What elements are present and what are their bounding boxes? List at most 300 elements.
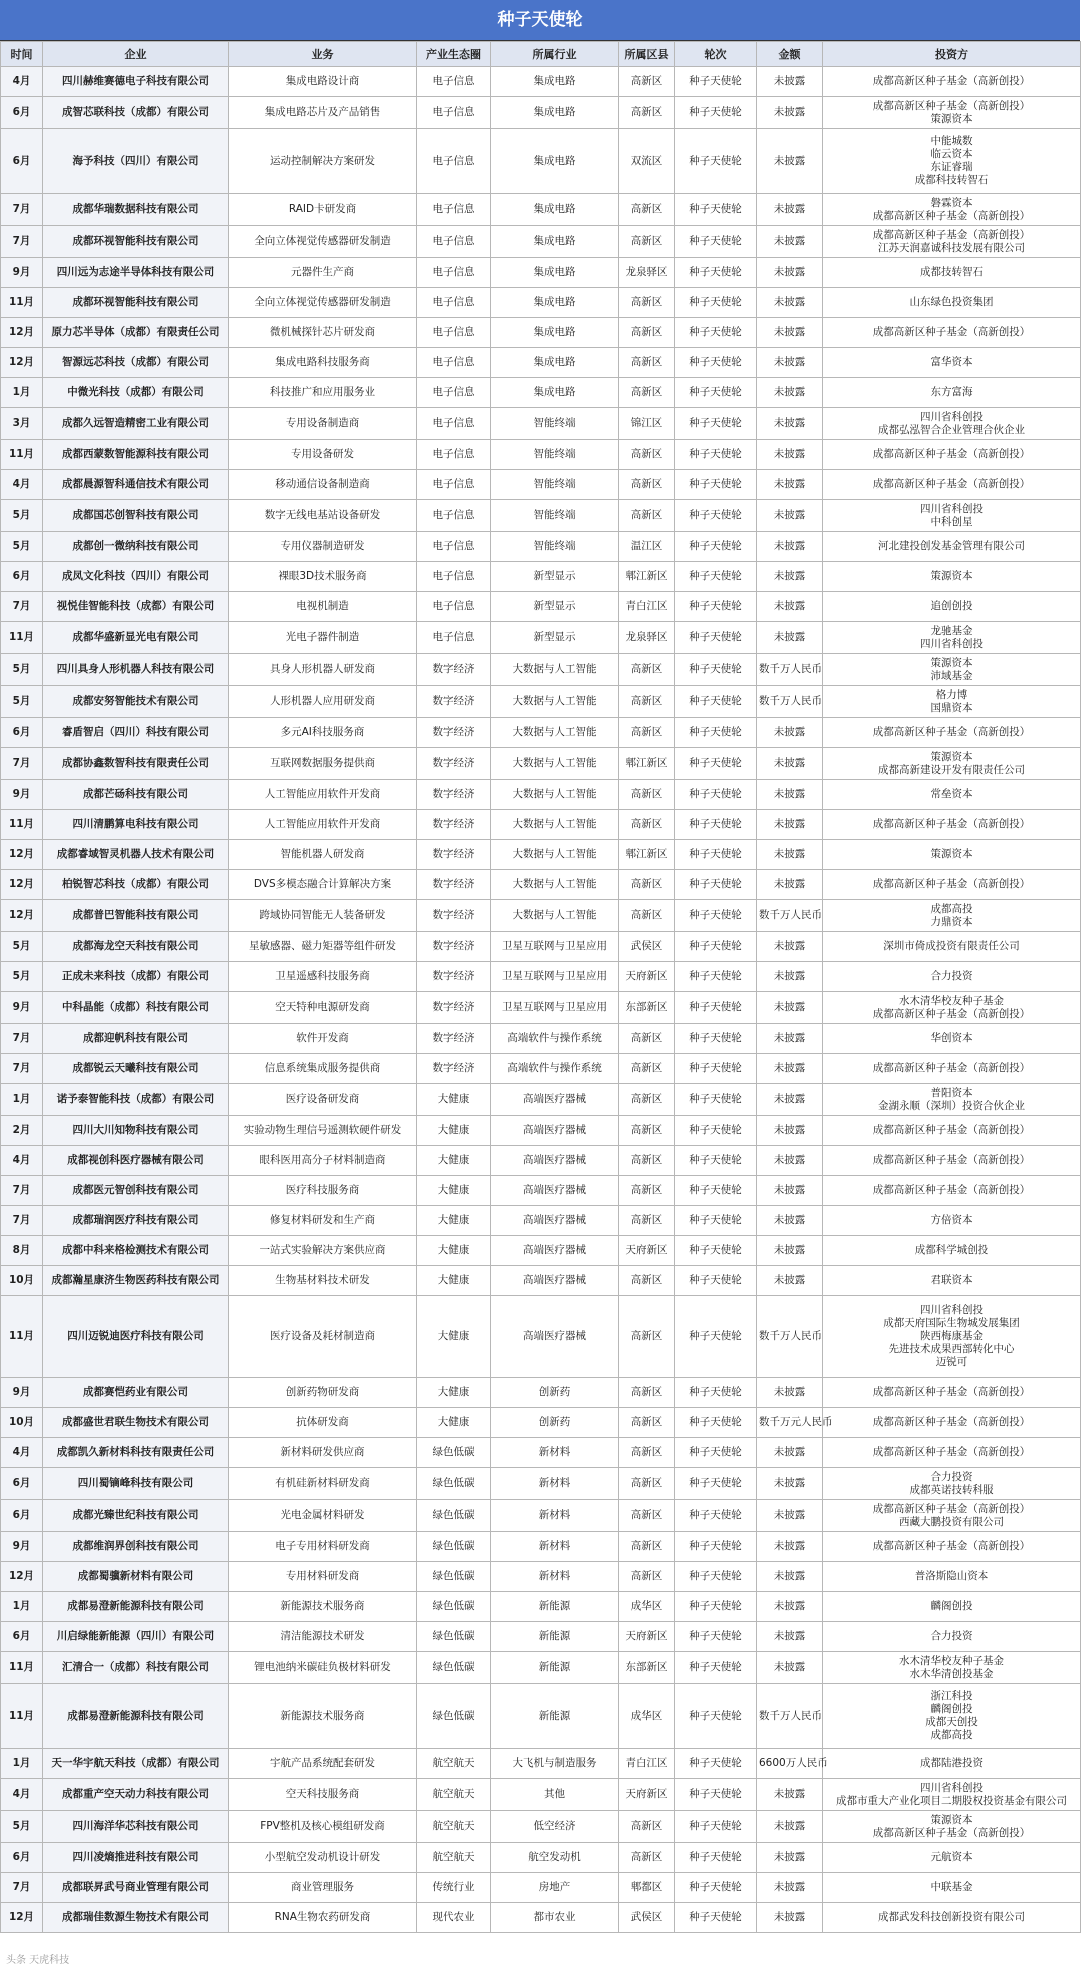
cell-investors: 山东绿色投资集团 — [823, 288, 1081, 318]
cell-time: 7月 — [1, 1873, 43, 1903]
cell-company: 成都瑞佳数源生物技术有限公司 — [43, 1903, 229, 1933]
table-row — [1, 470, 1081, 500]
table-row — [1, 810, 1081, 840]
cell-industry: 低空经济 — [491, 1811, 619, 1843]
cell-time: 12月 — [1, 348, 43, 378]
table-row — [1, 1408, 1081, 1438]
cell-business: 集成电路设计商 — [229, 67, 417, 97]
cell-round: 种子天使轮 — [675, 900, 757, 932]
cell-investors: 策源资本 沛域基金 — [823, 654, 1081, 686]
cell-investors: 追创创投 — [823, 592, 1081, 622]
cell-industry: 大数据与人工智能 — [491, 654, 619, 686]
table-row — [1, 1562, 1081, 1592]
cell-company: 中微光科技（成都）有限公司 — [43, 378, 229, 408]
cell-amount: 未披露 — [757, 1176, 823, 1206]
cell-amount: 未披露 — [757, 288, 823, 318]
cell-district: 成华区 — [619, 1592, 675, 1622]
cell-round: 种子天使轮 — [675, 592, 757, 622]
watermark-footer: 头条 天虎科技 — [6, 1955, 70, 1966]
cell-investors: 常垒资本 — [823, 780, 1081, 810]
table-row — [1, 67, 1081, 97]
cell-business: 光电子器件制造 — [229, 622, 417, 654]
cell-round: 种子天使轮 — [675, 1873, 757, 1903]
cell-company: 成都协鑫数智科技有限责任公司 — [43, 748, 229, 780]
cell-round: 种子天使轮 — [675, 1378, 757, 1408]
cell-district: 高新区 — [619, 654, 675, 686]
cell-company: 成都盛世君联生物技术有限公司 — [43, 1408, 229, 1438]
cell-company: 四川具身人形机器人科技有限公司 — [43, 654, 229, 686]
cell-ecosystem: 传统行业 — [417, 1873, 491, 1903]
cell-district: 青白江区 — [619, 592, 675, 622]
cell-amount: 未披露 — [757, 226, 823, 258]
cell-industry: 集成电路 — [491, 97, 619, 129]
cell-ecosystem: 绿色低碳 — [417, 1592, 491, 1622]
column-header-industry: 所属行业 — [491, 42, 619, 67]
cell-ecosystem: 大健康 — [417, 1236, 491, 1266]
cell-time: 7月 — [1, 592, 43, 622]
cell-company: 成都芒砀科技有限公司 — [43, 780, 229, 810]
cell-industry: 新材料 — [491, 1468, 619, 1500]
cell-industry: 大数据与人工智能 — [491, 870, 619, 900]
cell-amount: 未披露 — [757, 1873, 823, 1903]
cell-round: 种子天使轮 — [675, 654, 757, 686]
cell-industry: 创新药 — [491, 1408, 619, 1438]
cell-round: 种子天使轮 — [675, 718, 757, 748]
cell-business: 信息系统集成服务提供商 — [229, 1054, 417, 1084]
cell-business: 光电金属材料研发 — [229, 1500, 417, 1532]
cell-ecosystem: 数字经济 — [417, 840, 491, 870]
cell-ecosystem: 大健康 — [417, 1408, 491, 1438]
cell-business: FPV整机及核心模组研发商 — [229, 1811, 417, 1843]
cell-industry: 新材料 — [491, 1438, 619, 1468]
cell-investors: 四川省科创投 中科创星 — [823, 500, 1081, 532]
cell-ecosystem: 电子信息 — [417, 318, 491, 348]
cell-industry: 新型显示 — [491, 622, 619, 654]
cell-amount: 未披露 — [757, 748, 823, 780]
cell-business: 多元AI科技服务商 — [229, 718, 417, 748]
cell-industry: 新能源 — [491, 1592, 619, 1622]
cell-investors: 成都高新区种子基金（高新创投） — [823, 1438, 1081, 1468]
cell-round: 种子天使轮 — [675, 992, 757, 1024]
cell-district: 郫都区 — [619, 1873, 675, 1903]
cell-company: 成智芯联科技（成都）有限公司 — [43, 97, 229, 129]
cell-district: 高新区 — [619, 1843, 675, 1873]
cell-amount: 未披露 — [757, 318, 823, 348]
cell-ecosystem: 数字经济 — [417, 870, 491, 900]
table-row — [1, 348, 1081, 378]
cell-time: 1月 — [1, 378, 43, 408]
cell-industry: 大数据与人工智能 — [491, 900, 619, 932]
cell-company: 四川海洋华芯科技有限公司 — [43, 1811, 229, 1843]
cell-time: 6月 — [1, 1500, 43, 1532]
cell-round: 种子天使轮 — [675, 1176, 757, 1206]
cell-district: 高新区 — [619, 500, 675, 532]
cell-ecosystem: 电子信息 — [417, 622, 491, 654]
cell-district: 高新区 — [619, 67, 675, 97]
cell-ecosystem: 电子信息 — [417, 288, 491, 318]
cell-ecosystem: 电子信息 — [417, 348, 491, 378]
funding-table — [0, 41, 1081, 1933]
cell-business: 专用材料研发商 — [229, 1562, 417, 1592]
cell-company: 汇清合一（成都）科技有限公司 — [43, 1652, 229, 1684]
cell-ecosystem: 电子信息 — [417, 592, 491, 622]
cell-business: 软件开发商 — [229, 1024, 417, 1054]
cell-ecosystem: 数字经济 — [417, 780, 491, 810]
cell-industry: 高端医疗器械 — [491, 1176, 619, 1206]
cell-amount: 数千万人民币 — [757, 900, 823, 932]
cell-business: 微机械探针芯片研发商 — [229, 318, 417, 348]
cell-business: 锂电池纳米碳硅负极材料研发 — [229, 1652, 417, 1684]
cell-district: 高新区 — [619, 1378, 675, 1408]
cell-business: 医疗设备研发商 — [229, 1084, 417, 1116]
cell-industry: 智能终端 — [491, 408, 619, 440]
cell-time: 7月 — [1, 1176, 43, 1206]
cell-investors: 成都高新区种子基金（高新创投） 江苏天润嘉诚科技发展有限公司 — [823, 226, 1081, 258]
cell-district: 高新区 — [619, 1266, 675, 1296]
cell-amount: 未披露 — [757, 97, 823, 129]
cell-time: 7月 — [1, 1024, 43, 1054]
header-row — [1, 42, 1081, 67]
cell-round: 种子天使轮 — [675, 1500, 757, 1532]
cell-business: RAID卡研发商 — [229, 194, 417, 226]
cell-investors: 方倍资本 — [823, 1206, 1081, 1236]
cell-company: 四川清鹏算电科技有限公司 — [43, 810, 229, 840]
cell-industry: 新材料 — [491, 1500, 619, 1532]
cell-district: 高新区 — [619, 1146, 675, 1176]
cell-round: 种子天使轮 — [675, 194, 757, 226]
table-row — [1, 1873, 1081, 1903]
cell-round: 种子天使轮 — [675, 870, 757, 900]
cell-investors: 策源资本 成都高新建设开发有限责任公司 — [823, 748, 1081, 780]
cell-business: 人形机器人应用研发商 — [229, 686, 417, 718]
cell-business: 全向立体视觉传感器研发制造 — [229, 226, 417, 258]
cell-round: 种子天使轮 — [675, 1562, 757, 1592]
cell-company: 成都重产空天动力科技有限公司 — [43, 1779, 229, 1811]
cell-industry: 新能源 — [491, 1684, 619, 1749]
cell-business: 人工智能应用软件开发商 — [229, 780, 417, 810]
cell-company: 成都赛恺药业有限公司 — [43, 1378, 229, 1408]
cell-round: 种子天使轮 — [675, 1592, 757, 1622]
cell-district: 温江区 — [619, 532, 675, 562]
table-row — [1, 1236, 1081, 1266]
cell-business: 智能机器人研发商 — [229, 840, 417, 870]
cell-amount: 未披露 — [757, 718, 823, 748]
cell-time: 4月 — [1, 1438, 43, 1468]
cell-time: 4月 — [1, 1146, 43, 1176]
cell-industry: 新材料 — [491, 1562, 619, 1592]
cell-amount: 未披露 — [757, 1592, 823, 1622]
cell-round: 种子天使轮 — [675, 258, 757, 288]
cell-investors: 麟阁创投 — [823, 1592, 1081, 1622]
cell-business: 专用设备研发 — [229, 440, 417, 470]
cell-ecosystem: 航空航天 — [417, 1843, 491, 1873]
cell-district: 高新区 — [619, 900, 675, 932]
cell-district: 高新区 — [619, 1500, 675, 1532]
cell-business: 生物基材料技术研发 — [229, 1266, 417, 1296]
cell-district: 青白江区 — [619, 1749, 675, 1779]
cell-amount: 未披露 — [757, 532, 823, 562]
cell-ecosystem: 数字经济 — [417, 748, 491, 780]
cell-time: 12月 — [1, 870, 43, 900]
cell-business: 裸眼3D技术服务商 — [229, 562, 417, 592]
cell-district: 高新区 — [619, 718, 675, 748]
cell-district: 高新区 — [619, 440, 675, 470]
cell-round: 种子天使轮 — [675, 1206, 757, 1236]
table-row — [1, 962, 1081, 992]
cell-amount: 未披露 — [757, 1146, 823, 1176]
cell-round: 种子天使轮 — [675, 408, 757, 440]
cell-company: 四川迈锐迪医疗科技有限公司 — [43, 1296, 229, 1378]
cell-round: 种子天使轮 — [675, 686, 757, 718]
table-row — [1, 1296, 1081, 1378]
cell-investors: 策源资本 — [823, 840, 1081, 870]
cell-amount: 未披露 — [757, 1236, 823, 1266]
cell-business: 新能源技术服务商 — [229, 1592, 417, 1622]
cell-investors: 富华资本 — [823, 348, 1081, 378]
cell-time: 5月 — [1, 1811, 43, 1843]
cell-time: 6月 — [1, 1843, 43, 1873]
cell-round: 种子天使轮 — [675, 318, 757, 348]
cell-time: 12月 — [1, 318, 43, 348]
cell-amount: 未披露 — [757, 1024, 823, 1054]
cell-amount: 未披露 — [757, 962, 823, 992]
table-row — [1, 500, 1081, 532]
cell-round: 种子天使轮 — [675, 1622, 757, 1652]
cell-district: 天府新区 — [619, 1236, 675, 1266]
cell-district: 天府新区 — [619, 962, 675, 992]
cell-investors: 成都高新区种子基金（高新创投） — [823, 1054, 1081, 1084]
cell-district: 高新区 — [619, 318, 675, 348]
cell-company: 原力芯半导体（成都）有限责任公司 — [43, 318, 229, 348]
cell-investors: 东方富海 — [823, 378, 1081, 408]
cell-time: 7月 — [1, 748, 43, 780]
cell-investors: 合力投资 成都英诺技转科服 — [823, 1468, 1081, 1500]
cell-ecosystem: 电子信息 — [417, 440, 491, 470]
cell-business: 新材料研发供应商 — [229, 1438, 417, 1468]
cell-time: 9月 — [1, 992, 43, 1024]
cell-industry: 集成电路 — [491, 288, 619, 318]
cell-round: 种子天使轮 — [675, 1652, 757, 1684]
cell-district: 天府新区 — [619, 1622, 675, 1652]
cell-round: 种子天使轮 — [675, 1811, 757, 1843]
table-row — [1, 1684, 1081, 1749]
cell-company: 正成未来科技（成都）有限公司 — [43, 962, 229, 992]
cell-company: 成都蜀骥新材料有限公司 — [43, 1562, 229, 1592]
cell-investors: 成都技转智石 — [823, 258, 1081, 288]
cell-industry: 新材料 — [491, 1532, 619, 1562]
cell-business: 专用仪器制造研发 — [229, 532, 417, 562]
cell-company: 柏锐智芯科技（成都）有限公司 — [43, 870, 229, 900]
cell-investors: 成都武发科技创新投资有限公司 — [823, 1903, 1081, 1933]
cell-business: 医疗科技服务商 — [229, 1176, 417, 1206]
cell-amount: 未披露 — [757, 1562, 823, 1592]
cell-amount: 未披露 — [757, 129, 823, 194]
cell-time: 6月 — [1, 718, 43, 748]
cell-company: 四川大川知物科技有限公司 — [43, 1116, 229, 1146]
cell-investors: 成都高新区种子基金（高新创投） — [823, 1176, 1081, 1206]
cell-industry: 智能终端 — [491, 440, 619, 470]
cell-district: 东部新区 — [619, 1652, 675, 1684]
cell-company: 成都易澄新能源科技有限公司 — [43, 1684, 229, 1749]
cell-investors: 成都高新区种子基金（高新创投） — [823, 1116, 1081, 1146]
cell-investors: 君联资本 — [823, 1266, 1081, 1296]
cell-district: 高新区 — [619, 1024, 675, 1054]
cell-district: 郫江新区 — [619, 840, 675, 870]
cell-industry: 智能终端 — [491, 532, 619, 562]
cell-round: 种子天使轮 — [675, 1084, 757, 1116]
cell-business: 清洁能源技术研发 — [229, 1622, 417, 1652]
cell-round: 种子天使轮 — [675, 932, 757, 962]
cell-ecosystem: 电子信息 — [417, 258, 491, 288]
cell-round: 种子天使轮 — [675, 962, 757, 992]
cell-district: 高新区 — [619, 1532, 675, 1562]
cell-industry: 大数据与人工智能 — [491, 810, 619, 840]
cell-business: RNA生物农药研发商 — [229, 1903, 417, 1933]
cell-district: 武侯区 — [619, 932, 675, 962]
cell-industry: 新型显示 — [491, 562, 619, 592]
table-row — [1, 1116, 1081, 1146]
cell-round: 种子天使轮 — [675, 562, 757, 592]
cell-amount: 未披露 — [757, 1843, 823, 1873]
cell-company: 四川远为志途半导体科技有限公司 — [43, 258, 229, 288]
cell-round: 种子天使轮 — [675, 1236, 757, 1266]
cell-time: 11月 — [1, 440, 43, 470]
cell-company: 成都西蒙数智能源科技有限公司 — [43, 440, 229, 470]
cell-investors: 成都高新区种子基金（高新创投） — [823, 870, 1081, 900]
cell-company: 智源远芯科技（成都）有限公司 — [43, 348, 229, 378]
cell-investors: 成都高新区种子基金（高新创投） 策源资本 — [823, 97, 1081, 129]
cell-industry: 高端软件与操作系统 — [491, 1024, 619, 1054]
cell-ecosystem: 电子信息 — [417, 129, 491, 194]
cell-time: 5月 — [1, 654, 43, 686]
column-header-round: 轮次 — [675, 42, 757, 67]
cell-industry: 房地产 — [491, 1873, 619, 1903]
cell-time: 1月 — [1, 1592, 43, 1622]
cell-time: 8月 — [1, 1236, 43, 1266]
table-row — [1, 840, 1081, 870]
cell-ecosystem: 数字经济 — [417, 932, 491, 962]
cell-time: 6月 — [1, 97, 43, 129]
cell-investors: 普洛斯隐山资本 — [823, 1562, 1081, 1592]
cell-industry: 高端医疗器械 — [491, 1296, 619, 1378]
cell-company: 成都易澄新能源科技有限公司 — [43, 1592, 229, 1622]
cell-industry: 大数据与人工智能 — [491, 748, 619, 780]
table-row — [1, 288, 1081, 318]
cell-district: 天府新区 — [619, 1779, 675, 1811]
cell-ecosystem: 大健康 — [417, 1206, 491, 1236]
cell-ecosystem: 绿色低碳 — [417, 1438, 491, 1468]
cell-amount: 未披露 — [757, 258, 823, 288]
cell-round: 种子天使轮 — [675, 226, 757, 258]
cell-district: 高新区 — [619, 1468, 675, 1500]
cell-district: 武侯区 — [619, 1903, 675, 1933]
cell-amount: 未披露 — [757, 440, 823, 470]
cell-round: 种子天使轮 — [675, 500, 757, 532]
column-header-company: 企业 — [43, 42, 229, 67]
cell-time: 5月 — [1, 962, 43, 992]
cell-district: 锦江区 — [619, 408, 675, 440]
cell-industry: 新型显示 — [491, 592, 619, 622]
cell-industry: 大飞机与制造服务 — [491, 1749, 619, 1779]
cell-ecosystem: 电子信息 — [417, 226, 491, 258]
table-row — [1, 1532, 1081, 1562]
table-row — [1, 1468, 1081, 1500]
table-row — [1, 1592, 1081, 1622]
cell-company: 诺予泰智能科技（成都）有限公司 — [43, 1084, 229, 1116]
cell-amount: 未披露 — [757, 1266, 823, 1296]
table-row — [1, 1146, 1081, 1176]
cell-industry: 卫星互联网与卫星应用 — [491, 992, 619, 1024]
cell-ecosystem: 数字经济 — [417, 992, 491, 1024]
cell-district: 高新区 — [619, 348, 675, 378]
cell-business: 电视机制造 — [229, 592, 417, 622]
cell-district: 高新区 — [619, 97, 675, 129]
table-row — [1, 1779, 1081, 1811]
cell-business: 移动通信设备制造商 — [229, 470, 417, 500]
cell-investors: 格力博 国鼎资本 — [823, 686, 1081, 718]
cell-time: 7月 — [1, 194, 43, 226]
table-row — [1, 226, 1081, 258]
column-header-district: 所属区县 — [619, 42, 675, 67]
cell-ecosystem: 电子信息 — [417, 194, 491, 226]
cell-company: 成都海龙空天科技有限公司 — [43, 932, 229, 962]
cell-ecosystem: 大健康 — [417, 1146, 491, 1176]
cell-time: 11月 — [1, 1296, 43, 1378]
cell-investors: 龙驰基金 四川省科创投 — [823, 622, 1081, 654]
cell-business: 眼科医用高分子材料制造商 — [229, 1146, 417, 1176]
cell-ecosystem: 电子信息 — [417, 500, 491, 532]
cell-business: 空天特种电源研发商 — [229, 992, 417, 1024]
cell-time: 12月 — [1, 1562, 43, 1592]
cell-industry: 集成电路 — [491, 129, 619, 194]
cell-amount: 未披露 — [757, 780, 823, 810]
cell-ecosystem: 电子信息 — [417, 532, 491, 562]
cell-round: 种子天使轮 — [675, 532, 757, 562]
cell-ecosystem: 航空航天 — [417, 1779, 491, 1811]
cell-ecosystem: 数字经济 — [417, 962, 491, 992]
cell-time: 4月 — [1, 67, 43, 97]
table-row — [1, 900, 1081, 932]
cell-amount: 未披露 — [757, 992, 823, 1024]
cell-industry: 卫星互联网与卫星应用 — [491, 932, 619, 962]
cell-investors: 成都高投 力鼎资本 — [823, 900, 1081, 932]
cell-round: 种子天使轮 — [675, 1266, 757, 1296]
cell-district: 郫江新区 — [619, 562, 675, 592]
cell-business: 专用设备制造商 — [229, 408, 417, 440]
table-title: 种子天使轮 — [0, 0, 1080, 41]
cell-ecosystem: 电子信息 — [417, 378, 491, 408]
cell-industry: 其他 — [491, 1779, 619, 1811]
cell-time: 5月 — [1, 686, 43, 718]
cell-company: 成都维润界创科技有限公司 — [43, 1532, 229, 1562]
cell-district: 龙泉驿区 — [619, 258, 675, 288]
cell-company: 成都华盛新显光电有限公司 — [43, 622, 229, 654]
cell-industry: 智能终端 — [491, 470, 619, 500]
cell-round: 种子天使轮 — [675, 622, 757, 654]
column-header-ecosystem: 产业生态圈 — [417, 42, 491, 67]
cell-industry: 卫星互联网与卫星应用 — [491, 962, 619, 992]
cell-district: 高新区 — [619, 1116, 675, 1146]
cell-company: 中科晶能（成都）科技有限公司 — [43, 992, 229, 1024]
table-row — [1, 686, 1081, 718]
cell-company: 成都环视智能科技有限公司 — [43, 226, 229, 258]
cell-business: 宇航产品系统配套研发 — [229, 1749, 417, 1779]
cell-round: 种子天使轮 — [675, 1749, 757, 1779]
cell-round: 种子天使轮 — [675, 378, 757, 408]
cell-time: 12月 — [1, 900, 43, 932]
cell-investors: 合力投资 — [823, 962, 1081, 992]
table-row — [1, 870, 1081, 900]
